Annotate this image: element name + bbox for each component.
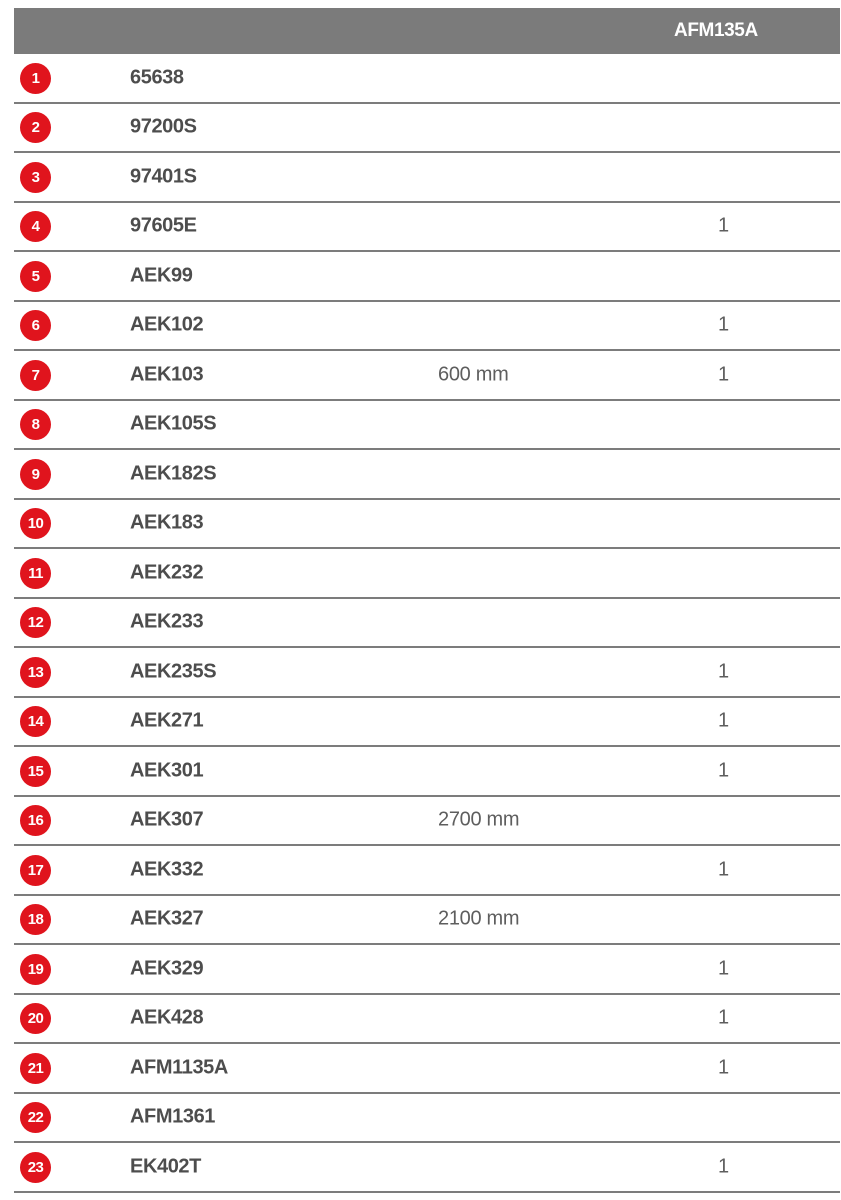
part-code: AEK307 <box>130 808 204 831</box>
item-number-badge: 16 <box>20 805 51 836</box>
table-row <box>14 1094 840 1144</box>
part-code: AEK329 <box>130 957 204 980</box>
item-number-badge: 20 <box>20 1003 51 1034</box>
item-number-badge: 14 <box>20 706 51 737</box>
header-model-label: AFM135A <box>674 20 758 41</box>
item-number-badge: 18 <box>20 904 51 935</box>
part-code: 97605E <box>130 214 197 237</box>
part-quantity: 1 <box>718 709 730 732</box>
item-number-badge: 17 <box>20 855 51 886</box>
parts-table <box>14 8 840 1193</box>
table-row <box>14 104 840 154</box>
part-quantity: 1 <box>718 759 730 782</box>
part-code: AEK232 <box>130 561 204 584</box>
item-number-badge: 5 <box>20 261 51 292</box>
item-number-badge: 6 <box>20 310 51 341</box>
item-number-badge: 21 <box>20 1053 51 1084</box>
part-code: AEK233 <box>130 610 204 633</box>
part-code: AEK105S <box>130 412 217 435</box>
part-quantity: 1 <box>718 1155 730 1178</box>
part-code: 97401S <box>130 165 197 188</box>
part-quantity: 1 <box>718 313 730 336</box>
part-code: AFM1135A <box>130 1056 228 1079</box>
part-code: AEK301 <box>130 759 204 782</box>
item-number-badge: 13 <box>20 657 51 688</box>
table-row <box>14 846 840 896</box>
table-row <box>14 351 840 401</box>
table-row <box>14 995 840 1045</box>
item-number-badge: 19 <box>20 954 51 985</box>
part-quantity: 1 <box>718 660 730 683</box>
table-row <box>14 549 840 599</box>
part-quantity: 1 <box>718 214 730 237</box>
part-code: AEK327 <box>130 907 204 930</box>
table-body <box>14 54 840 1193</box>
part-code: EK402T <box>130 1155 201 1178</box>
table-row <box>14 747 840 797</box>
part-length: 2700 mm <box>438 808 520 831</box>
part-code: AEK182S <box>130 462 217 485</box>
item-number-badge: 3 <box>20 162 51 193</box>
part-quantity: 1 <box>718 363 730 386</box>
item-number-badge: 1 <box>20 63 51 94</box>
table-row <box>14 1143 840 1193</box>
item-number-badge: 15 <box>20 756 51 787</box>
table-row <box>14 54 840 104</box>
table-row <box>14 896 840 946</box>
part-code: 65638 <box>130 66 184 89</box>
table-row <box>14 203 840 253</box>
table-row <box>14 500 840 550</box>
table-header <box>14 8 840 54</box>
part-code: AEK103 <box>130 363 204 386</box>
part-code: AEK102 <box>130 313 204 336</box>
item-number-badge: 23 <box>20 1152 51 1183</box>
part-code: AEK271 <box>130 709 204 732</box>
table-row <box>14 302 840 352</box>
item-number-badge: 4 <box>20 211 51 242</box>
part-quantity: 1 <box>718 1056 730 1079</box>
part-quantity: 1 <box>718 957 730 980</box>
part-code: AEK428 <box>130 1006 204 1029</box>
item-number-badge: 10 <box>20 508 51 539</box>
item-number-badge: 7 <box>20 360 51 391</box>
part-quantity: 1 <box>718 858 730 881</box>
table-row <box>14 599 840 649</box>
item-number-badge: 2 <box>20 112 51 143</box>
part-quantity: 1 <box>718 1006 730 1029</box>
item-number-badge: 11 <box>20 558 51 589</box>
table-row <box>14 401 840 451</box>
table-row <box>14 252 840 302</box>
item-number-badge: 22 <box>20 1102 51 1133</box>
item-number-badge: 8 <box>20 409 51 440</box>
table-row <box>14 153 840 203</box>
table-row <box>14 945 840 995</box>
table-row <box>14 1044 840 1094</box>
item-number-badge: 9 <box>20 459 51 490</box>
table-row <box>14 648 840 698</box>
part-length: 600 mm <box>438 363 509 386</box>
part-code: AEK99 <box>130 264 193 287</box>
table-row <box>14 698 840 748</box>
part-code: 97200S <box>130 115 197 138</box>
part-length: 2100 mm <box>438 907 520 930</box>
part-code: AEK235S <box>130 660 217 683</box>
part-code: AEK332 <box>130 858 204 881</box>
table-row <box>14 797 840 847</box>
part-code: AFM1361 <box>130 1105 216 1128</box>
item-number-badge: 12 <box>20 607 51 638</box>
table-row <box>14 450 840 500</box>
part-code: AEK183 <box>130 511 204 534</box>
